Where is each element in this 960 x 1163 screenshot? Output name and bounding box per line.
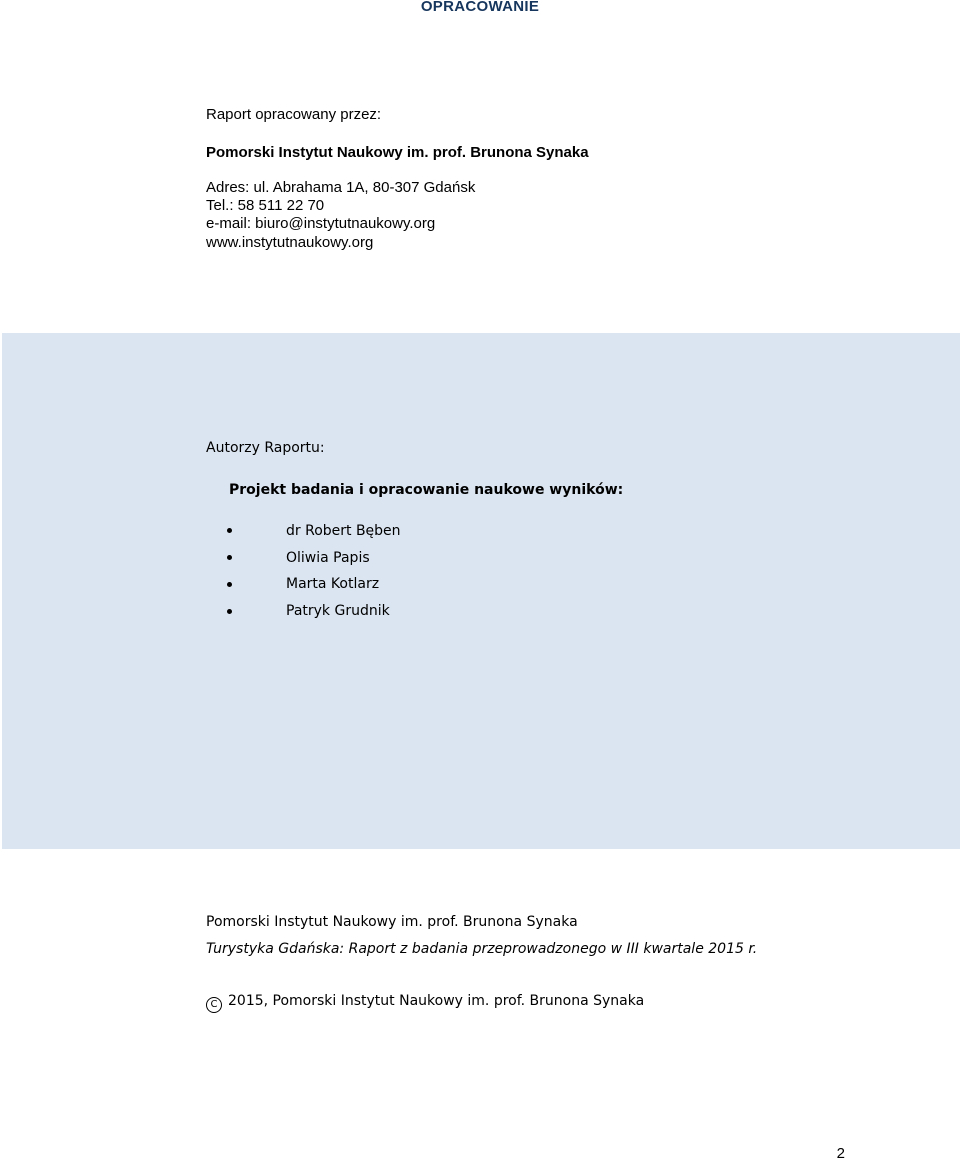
bullet-icon — [227, 609, 232, 614]
institute-name: Pomorski Instytut Naukowy im. prof. Brunona Synaka — [206, 144, 589, 161]
email-line[interactable]: e-mail: biuro@instytutnaukowy.org — [206, 215, 436, 232]
author-name: Patryk Grudnik — [286, 603, 390, 619]
copyright-line — [206, 992, 644, 1013]
bullet-icon — [227, 528, 232, 533]
copyright-icon: C — [206, 997, 222, 1013]
page-number: 2 — [836, 1145, 845, 1162]
authors-label: Autorzy Raportu: — [206, 440, 325, 456]
page-heading: OPRACOWANIE — [420, 0, 540, 15]
website-link[interactable]: www.instytutnaukowy.org — [206, 234, 374, 251]
project-title: Projekt badania i opracowanie naukowe wyników: — [229, 482, 624, 498]
address-line: Adres: ul. Abrahama 1A, 80-307 Gdańsk — [206, 179, 476, 196]
bullet-icon — [227, 582, 232, 587]
copyright-text: 2015, Pomorski Instytut Naukowy im. prof. Brunona Synaka — [228, 993, 645, 1009]
author-name: Marta Kotlarz — [286, 576, 380, 592]
bullet-icon — [227, 555, 232, 560]
footer-institute: Pomorski Instytut Naukowy im. prof. Brunona Synaka — [206, 914, 578, 930]
author-name: dr Robert Bęben — [286, 523, 401, 539]
author-name: Oliwia Papis — [286, 550, 370, 566]
prepared-by-label: Raport opracowany przez: — [206, 106, 382, 123]
report-title: Turystyka Gdańska: Raport z badania przeprowadzonego w III kwartale 2015 r. — [206, 941, 758, 957]
authors-panel — [2, 333, 960, 849]
phone-line: Tel.: 58 511 22 70 — [206, 197, 325, 214]
